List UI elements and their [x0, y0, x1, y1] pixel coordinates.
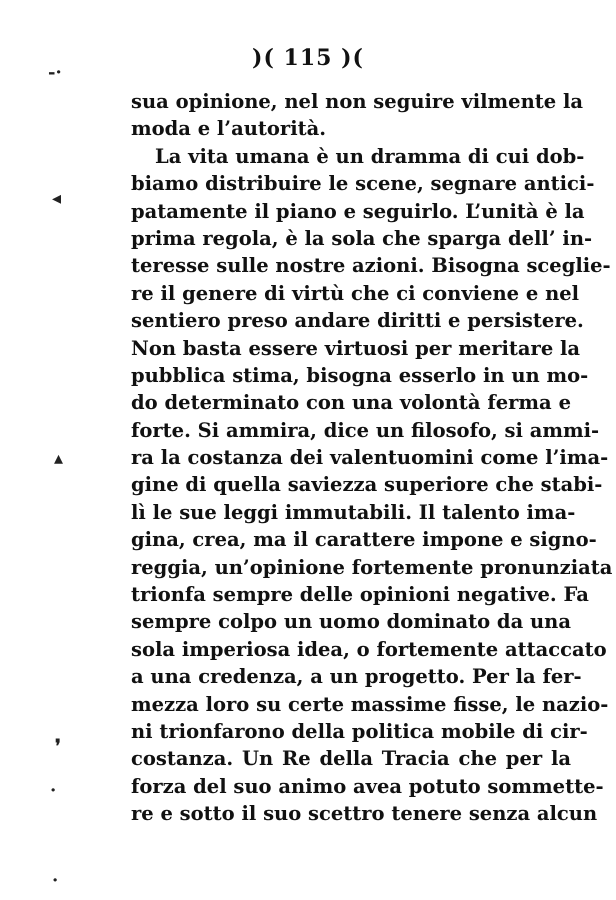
text-line: sentiero preso andare diritti e persistere.	[131, 309, 584, 333]
text-line: forza del suo animo avea potuto sommette-	[131, 774, 604, 798]
text-line: sempre colpo un uomo dominato da una	[131, 610, 571, 634]
text-line: pubblica stima, bisogna esserlo in un mo-	[131, 363, 589, 387]
body-text	[131, 88, 613, 828]
text-line: biamo distribuire le scene, segnare antici-	[131, 172, 595, 196]
text-line: ni trionfarono della politica mobile di cir-	[131, 719, 588, 743]
text-line: costanza. Un Re della Tracia che per la	[131, 747, 571, 771]
margin-mark: ·	[50, 780, 57, 801]
page-number: )( 115 )(	[252, 45, 364, 71]
text-line: moda e l’autorità.	[131, 117, 327, 141]
text-line: Non basta essere virtuosi per meritare la	[131, 336, 581, 360]
text-line: lì le sue leggi immutabili. Il talento ima-	[131, 500, 576, 524]
text-line: gine di quella saviezza superiore che stabi-	[131, 473, 603, 497]
text-line: forte. Si ammira, dice un filosofo, si ammi-	[131, 418, 600, 442]
text-line: teresse sulle nostre azioni. Bisogna sceglie-	[131, 254, 611, 278]
text-line: gina, crea, ma il carattere impone e signo-	[131, 528, 597, 552]
text-line: prima regola, è la sola che sparga dell’ in-	[131, 226, 593, 250]
margin-mark: ▴	[54, 448, 64, 469]
text-line: sola imperiosa idea, o fortemente attaccato	[131, 637, 607, 661]
text-line: sua opinione, nel non seguire vilmente la	[131, 90, 583, 113]
text-line: trionfa sempre delle opinioni negative. Fa	[131, 583, 589, 607]
text-line: reggia, un’opinione fortemente pronunziata	[131, 555, 613, 579]
text-line: re e sotto il suo scettro tenere senza alcun	[131, 802, 598, 826]
text-line: a una credenza, a un progetto. Per la fer-	[131, 665, 582, 689]
text-line: mezza loro su certe massime fisse, le nazio-	[131, 692, 609, 716]
text-line: ra la costanza dei valentuomini come l’ima-	[131, 446, 609, 470]
margin-mark: ·	[52, 870, 59, 891]
margin-mark: ◂	[52, 188, 62, 209]
text-line: re il genere di virtù che ci conviene e nel	[131, 281, 580, 305]
text-line: do determinato con una volontà ferma e	[131, 391, 571, 415]
margin-mark: ❜	[55, 736, 61, 757]
text-line: La vita umana è un dramma di cui dob-	[155, 144, 585, 168]
text-line: patamente il piano e seguirlo. L’unità è la	[131, 199, 585, 223]
margin-mark: -·	[48, 62, 62, 83]
